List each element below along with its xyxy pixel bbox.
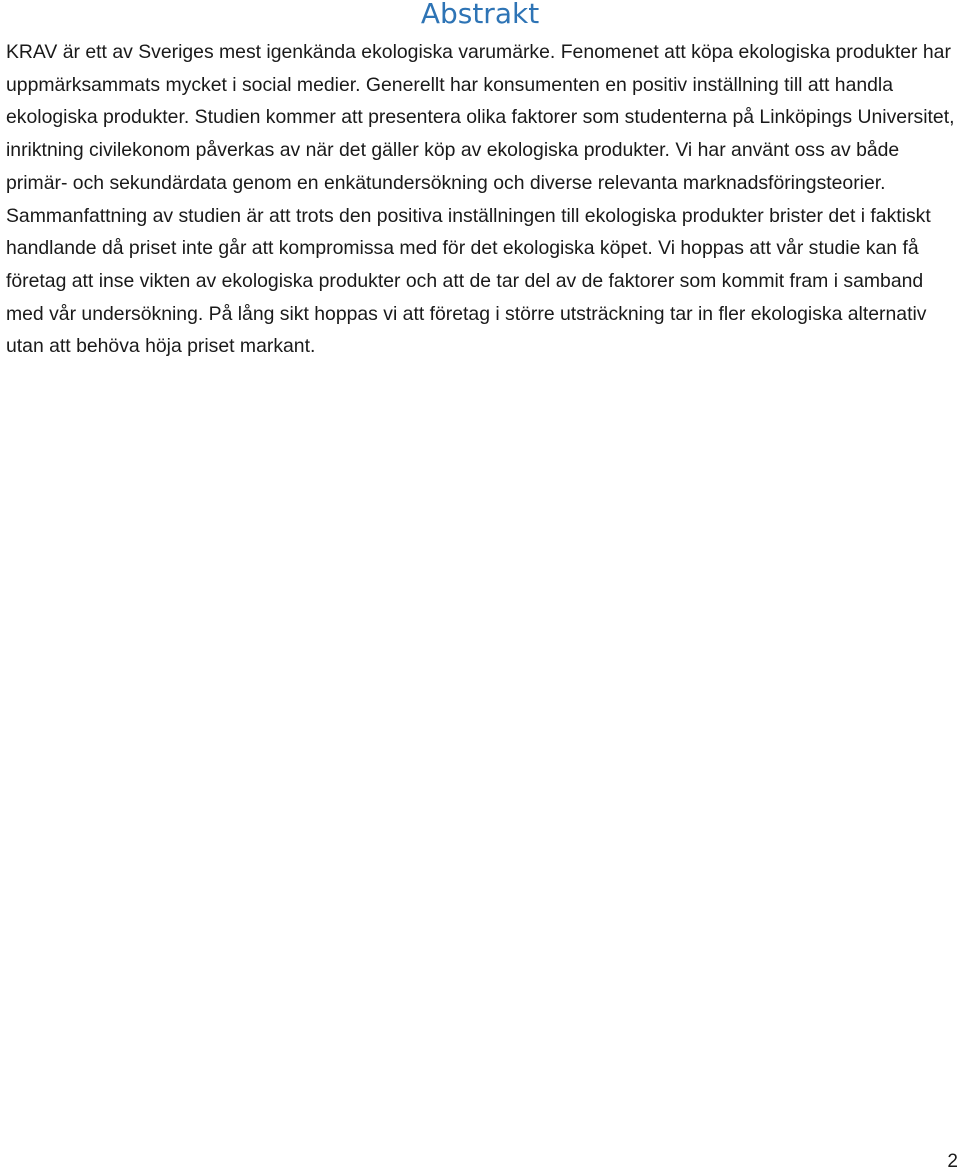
abstract-sentence: Fenomenet att köpa ekologiska produkter har uppmärksammats mycket i social medier.: [6, 41, 951, 96]
abstract-sentence: Vi har använt oss av både primär- och sekundärdata genom en enkätundersökning och diverse relevanta marknadsföringsteorier.: [6, 139, 900, 194]
abstract-sentence: Generellt har konsumenten en positiv inställning till att handla ekologiska produkter.: [6, 73, 894, 129]
abstract-sentence: Vi hoppas att vår studie kan få företag att inse vikten av ekologiska produkter och att de tar del av de faktorer som kommit fram i samband med vår undersökning.: [6, 237, 924, 325]
abstract-sentence: På lång sikt hoppas vi att företag i större utsträckning tar in fler ekologiska alternativ utan att behöva höja priset markant.: [6, 302, 927, 358]
page-number: 2: [947, 1151, 958, 1172]
abstract-heading: Abstrakt: [420, 0, 540, 30]
abstract-sentence: KRAV är ett av Sveriges mest igenkända ekologiska varumärke.: [6, 41, 556, 63]
abstract-paragraph: [6, 36, 958, 363]
abstract-sentence: Sammanfattning av studien är att trots den positiva inställningen till ekologiska produkter brister det i faktiskt handlande då priset inte går att kompromissa med för det ekologiska köpet.: [6, 204, 931, 260]
abstract-sentence: Studien kommer att presentera olika faktorer som studenterna på Linköpings Universitet, inriktning civilekonom påverkas av när det gäller köp av ekologiska produkter.: [6, 106, 955, 162]
